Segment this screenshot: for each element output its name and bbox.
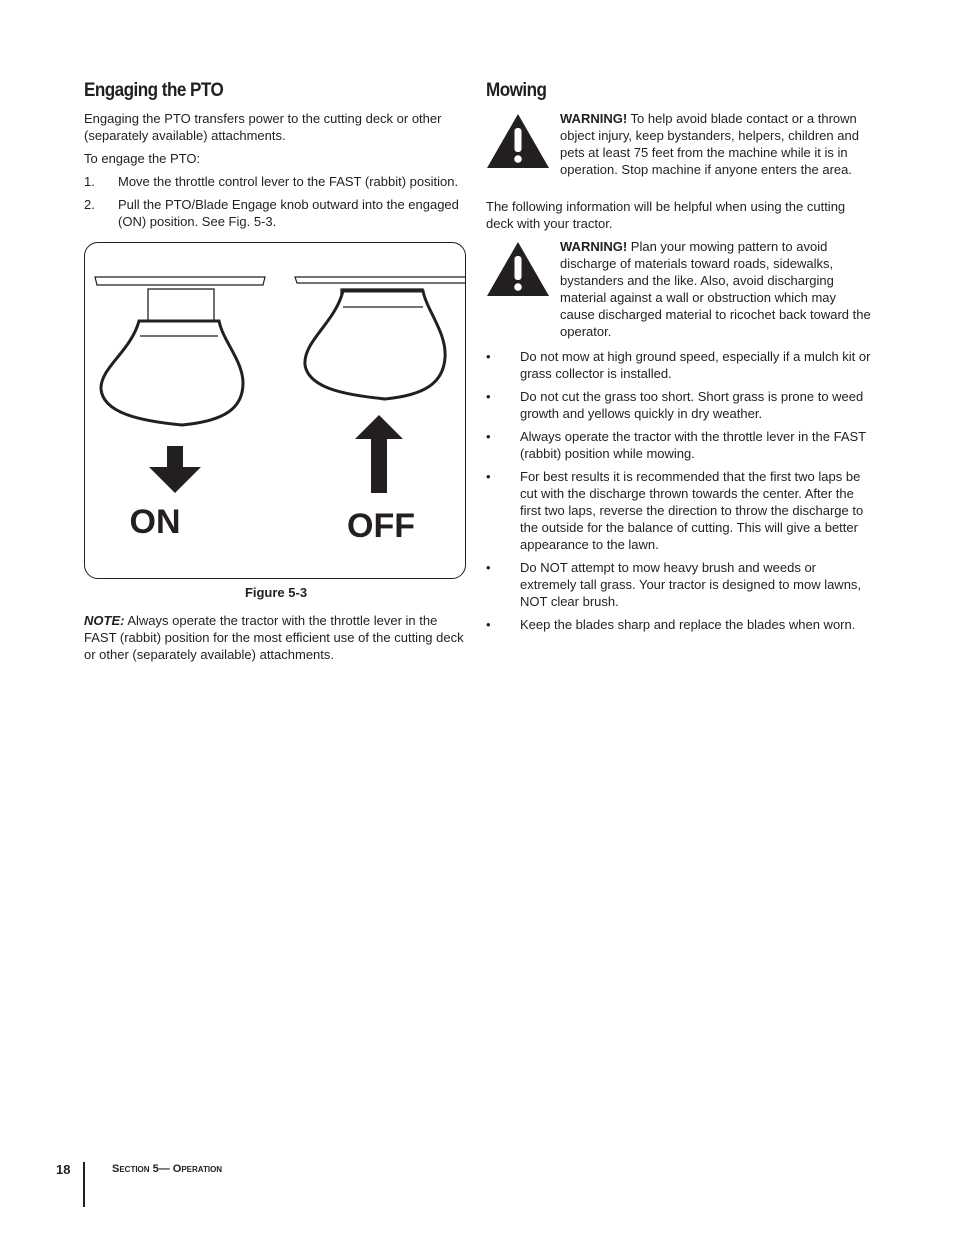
list-item-text: Do NOT attempt to mow heavy brush and weeds or extremely tall grass. Your tractor is designed to mow lawns, NOT clear brush. — [520, 560, 862, 609]
list-item — [486, 348, 874, 382]
step-number: 2. — [84, 197, 95, 212]
bullet-marker: • — [486, 617, 491, 632]
note-label: NOTE: — [84, 613, 125, 628]
right-column — [486, 80, 874, 639]
list-item-text: Do not cut the grass too short. Short grass is prone to weed growth and yellows quickly in dry weather. — [520, 389, 864, 421]
step-text: Pull the PTO/Blade Engage knob outward into the engaged (ON) position. See Fig. 5-3. — [118, 197, 459, 229]
list-item — [486, 559, 874, 610]
warning-triangle-icon — [486, 112, 550, 170]
footer-section-title: Section 5— Operation — [112, 1163, 223, 1175]
pto-knob-figure — [84, 242, 466, 579]
list-item-text: For best results it is recommended that the first two laps be cut with the discharge thrown towards the center. After the first two laps, reverse the direction to throw the discharge to the outside for the balance of cutting. This will give a better appearance to the lawn. — [520, 469, 864, 552]
warning-triangle-icon — [486, 240, 550, 298]
lead-paragraph: To engage the PTO: — [84, 151, 201, 166]
bullet-marker: • — [486, 349, 491, 364]
arrow-down-icon — [149, 446, 201, 493]
bullet-marker: • — [486, 560, 491, 575]
knob-stem-left — [148, 289, 214, 321]
step-text: Move the throttle control lever to the FAST (rabbit) position. — [118, 174, 459, 189]
warning-text: Plan your mowing pattern to avoid discharge of materials toward roads, sidewalks, bystanders and the like. Also, avoid discharging material against a wall or obstruction which may cause discharged material to ricochet back toward the operator. — [560, 239, 871, 339]
list-item-text: Always operate the tractor with the throttle lever in the FAST (rabbit) position while mowing. — [520, 429, 866, 461]
on-label: ON — [129, 503, 181, 541]
note-paragraph — [84, 612, 468, 663]
warning-block — [486, 110, 874, 190]
warning-label: WARNING! — [560, 111, 628, 126]
step-item — [84, 173, 468, 190]
page-number: 18 — [56, 1162, 71, 1177]
list-item — [486, 428, 874, 462]
step-number: 1. — [84, 174, 95, 189]
list-item-text: Keep the blades sharp and replace the blades when worn. — [520, 617, 856, 632]
figure-caption: Figure 5-3 — [244, 585, 308, 600]
note-text: Always operate the tractor with the throttle lever in the FAST (rabbit) position for the most efficient use of the cutting deck or other (separately available) attachments. — [84, 613, 464, 662]
panel-left — [95, 277, 265, 285]
bullet-marker: • — [486, 469, 491, 484]
knob-on-icon — [101, 321, 243, 425]
list-item — [486, 468, 874, 553]
step-item — [84, 196, 468, 230]
footer-divider — [83, 1162, 85, 1207]
warning-text: To help avoid blade contact or a thrown object injury, keep bystanders, helpers, children and pets at least 75 feet from the machine while it is in operation. Stop machine if anyone enters the area. — [560, 111, 859, 177]
pto-knob-illustration — [85, 243, 466, 579]
bullet-marker: • — [486, 389, 491, 404]
arrow-up-icon — [355, 415, 403, 493]
helpful-paragraph: The following information will be helpful when using the cutting deck with your tractor. — [486, 199, 846, 231]
list-item — [486, 616, 874, 633]
left-column — [84, 80, 468, 669]
panel-right — [295, 277, 466, 283]
intro-paragraph: Engaging the PTO transfers power to the cutting deck or other (separately available) attachments. — [84, 111, 442, 143]
off-label: OFF — [347, 507, 415, 545]
bullet-marker: • — [486, 429, 491, 444]
warning-label: WARNING! — [560, 239, 628, 254]
list-item — [486, 388, 874, 422]
list-item-text: Do not mow at high ground speed, especially if a mulch kit or grass collector is installed. — [520, 349, 871, 381]
warning-block — [486, 238, 874, 340]
steps-list — [84, 173, 468, 230]
section-heading-engaging-pto: Engaging the PTO — [84, 80, 224, 101]
section-heading-mowing: Mowing — [486, 80, 547, 101]
mowing-tips-list — [486, 348, 874, 633]
